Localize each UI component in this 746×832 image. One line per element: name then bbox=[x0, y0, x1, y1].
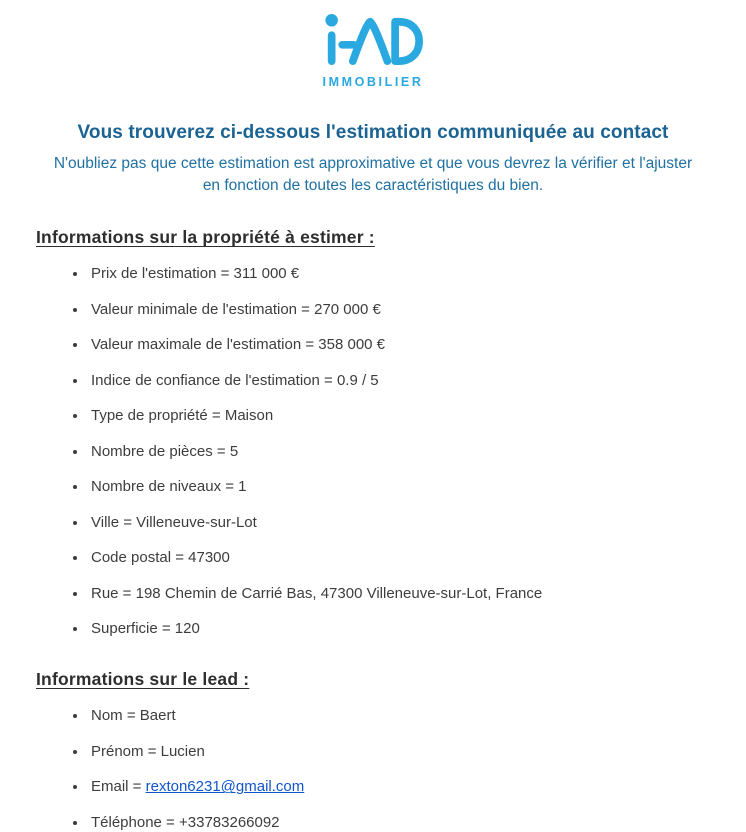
item-value: 311 000 € bbox=[233, 265, 300, 283]
lead-info-list bbox=[36, 707, 710, 832]
item-value: +33783266092 bbox=[179, 813, 280, 831]
item-label: Nombre de niveaux = bbox=[91, 478, 239, 496]
list-item bbox=[88, 585, 710, 603]
section-lead bbox=[36, 669, 710, 832]
item-value: 270 000 € bbox=[314, 300, 381, 318]
item-value: 120 bbox=[174, 620, 200, 638]
list-item bbox=[88, 549, 710, 567]
item-label: Rue = bbox=[91, 584, 136, 602]
list-item bbox=[88, 336, 710, 354]
list-item bbox=[88, 514, 710, 532]
item-label: Téléphone = bbox=[91, 813, 179, 831]
page-subtitle: N'oubliez pas que cette estimation est approximative et que vous devrez la vérifier et l'ajuster en fonction de toutes les caractéristiques du bien. bbox=[53, 155, 693, 194]
item-label: Nom = bbox=[91, 707, 140, 725]
item-label: Code postal = bbox=[91, 549, 189, 567]
item-value: 198 Chemin de Carrié Bas, 47300 Villeneuve-sur-Lot, France bbox=[135, 584, 543, 602]
item-label: Ville = bbox=[91, 513, 137, 531]
item-value: Villeneuve-sur-Lot bbox=[136, 513, 257, 531]
list-item bbox=[88, 443, 710, 461]
item-value: 47300 bbox=[188, 549, 230, 567]
list-item bbox=[88, 265, 710, 283]
item-label: Valeur minimale de l'estimation = bbox=[91, 300, 315, 318]
item-value: 358 000 € bbox=[318, 336, 386, 354]
list-item bbox=[88, 478, 710, 496]
list-item bbox=[88, 778, 710, 796]
item-value: Lucien bbox=[160, 742, 205, 760]
list-item bbox=[88, 814, 710, 832]
item-value: Maison bbox=[224, 407, 274, 425]
page-title: Vous trouverez ci-dessous l'estimation communiquée au contact bbox=[77, 122, 669, 143]
item-value: 0.9 / 5 bbox=[336, 371, 379, 389]
item-label: Prix de l'estimation = bbox=[91, 265, 234, 283]
list-item bbox=[88, 707, 710, 725]
item-value: 5 bbox=[229, 442, 239, 460]
item-label: Indice de confiance de l'estimation = bbox=[91, 371, 337, 389]
item-value: 1 bbox=[238, 478, 247, 496]
item-label: Email = bbox=[91, 778, 146, 796]
list-item bbox=[88, 407, 710, 425]
section-property-heading: Informations sur la propriété à estimer : bbox=[36, 227, 375, 248]
logo-block bbox=[36, 10, 710, 89]
item-label: Valeur maximale de l'estimation = bbox=[91, 336, 319, 354]
section-property bbox=[36, 227, 710, 638]
list-item bbox=[88, 301, 710, 319]
item-label: Type de propriété = bbox=[91, 407, 225, 425]
item-value: Baert bbox=[139, 707, 176, 725]
item-label: Nombre de pièces = bbox=[91, 442, 230, 460]
section-lead-heading: Informations sur le lead : bbox=[36, 669, 250, 690]
iad-logo-icon bbox=[323, 12, 423, 68]
logo-subtext: IMMOBILIER bbox=[322, 75, 424, 89]
email-link[interactable]: rexton6231@gmail.com bbox=[145, 778, 305, 796]
item-label: Superficie = bbox=[91, 620, 175, 638]
list-item bbox=[88, 620, 710, 638]
item-label: Prénom = bbox=[91, 742, 161, 760]
list-item bbox=[88, 372, 710, 390]
property-info-list bbox=[36, 265, 710, 638]
list-item bbox=[88, 743, 710, 761]
